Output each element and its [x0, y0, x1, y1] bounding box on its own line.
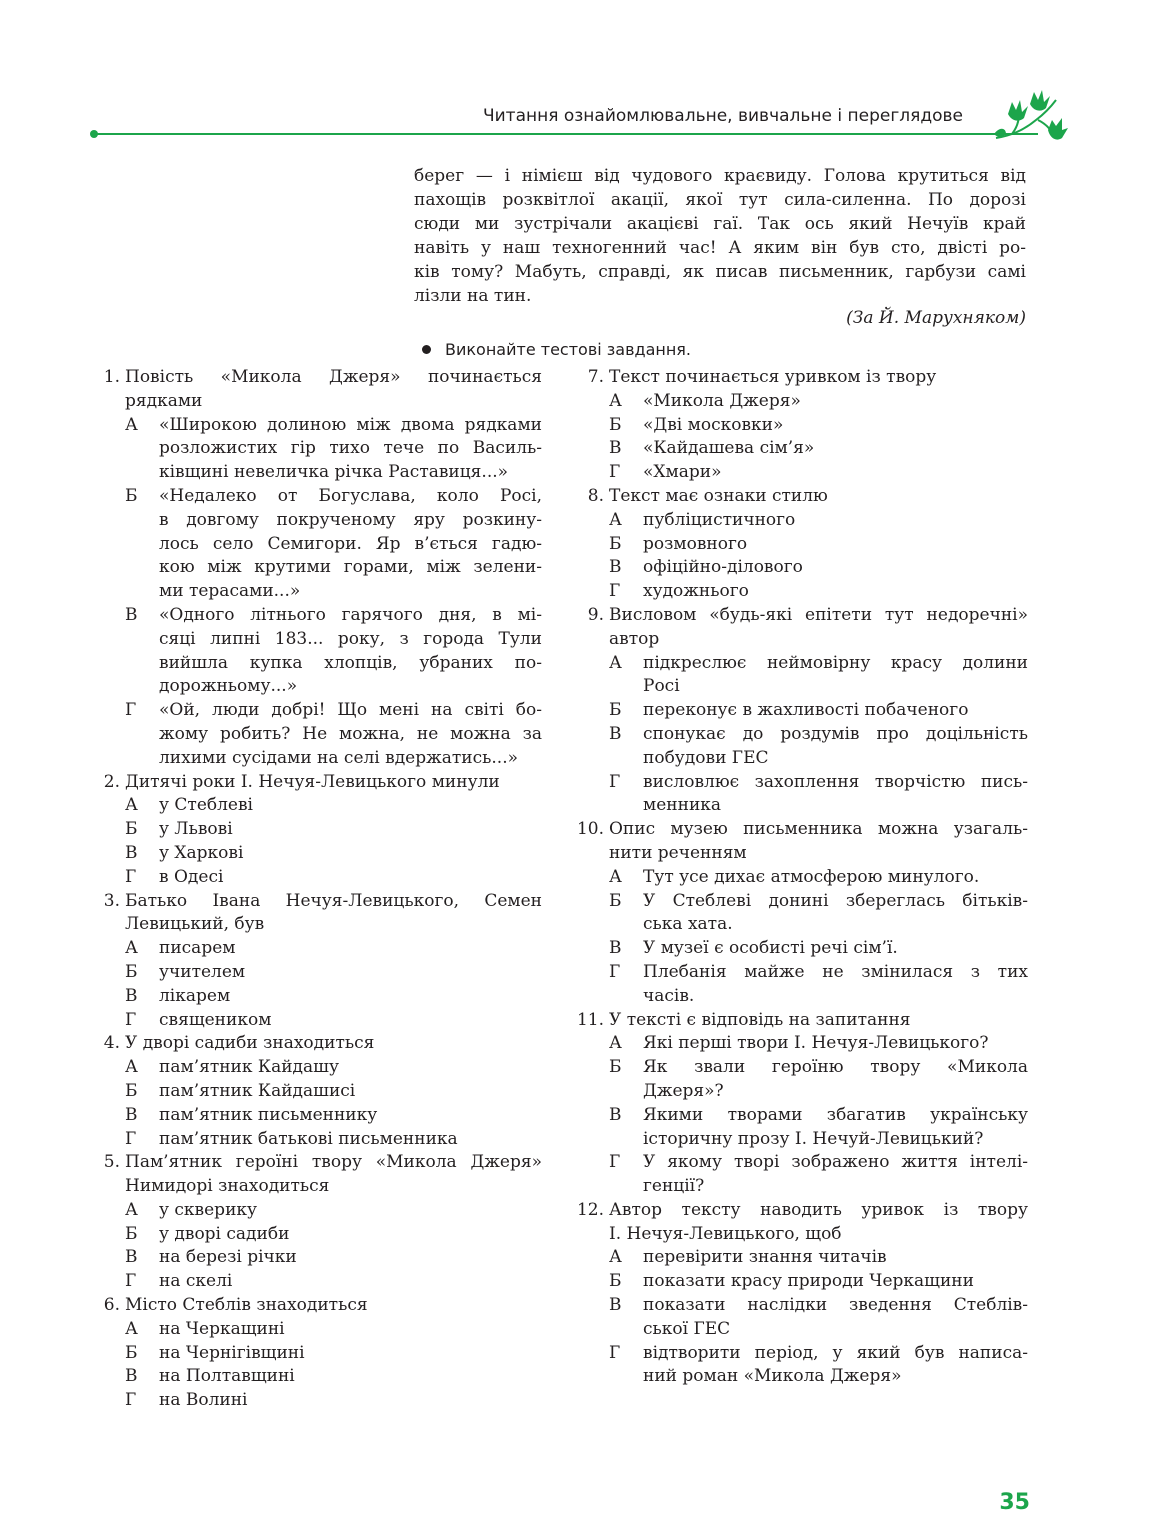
question-text — [609, 485, 1028, 509]
question-line: Автор тексту наводить уривок із твору — [609, 1199, 1028, 1220]
answer-option — [125, 1318, 542, 1342]
option-line: «Дві московки» — [643, 414, 784, 435]
instruction-text: Виконайте тестові завдання. — [445, 340, 692, 359]
intro-line: сюди ми зустрічали акацієві гаї. Так ось який Нечуїв край — [414, 214, 1026, 234]
answer-option — [125, 1342, 542, 1366]
option-text — [159, 1056, 542, 1080]
answer-option — [125, 1128, 542, 1152]
option-line: на Черкащині — [159, 1318, 285, 1339]
question — [88, 366, 542, 414]
question-text — [609, 1009, 1028, 1033]
option-line: лось село Семигори. Яр в’ється гадю- — [159, 533, 542, 554]
intro-line: пахощів розквітлої акації, якої тут сила-силенна. По дорозі — [414, 190, 1026, 210]
option-text — [643, 390, 1028, 414]
question — [572, 604, 1028, 652]
option-text — [643, 652, 1028, 700]
option-line: переконує в жахливості побаченого — [643, 700, 969, 721]
option-line: на Полтавщині — [159, 1366, 295, 1387]
question-line: Текст починається уривком із твору — [609, 367, 937, 387]
answer-option — [609, 533, 1028, 557]
answer-option — [125, 937, 542, 961]
option-letter: А — [609, 390, 622, 411]
question-line: У тексті є відповідь на запитання — [609, 1009, 911, 1030]
option-line: відтворити період, у який був написа- — [643, 1342, 1028, 1363]
option-line: У Стеблеві донині збереглась бітьків- — [643, 890, 1028, 911]
answer-option — [125, 604, 542, 699]
answer-option — [125, 842, 542, 866]
option-letter: Г — [609, 1342, 621, 1363]
question-number: 6. — [103, 1295, 120, 1316]
answer-option — [609, 890, 1028, 938]
option-line: показати красу природи Черкащини — [643, 1271, 974, 1292]
option-line: офіційно-ділового — [643, 557, 803, 578]
option-line: розложистих гір тихо тече по Василь- — [159, 438, 542, 459]
question-text — [125, 890, 542, 938]
page-number: 35 — [999, 1490, 1030, 1515]
question-text — [125, 1294, 542, 1318]
answer-option — [609, 1032, 1028, 1056]
option-text — [643, 533, 1028, 557]
option-line: «Микола Джеря» — [643, 390, 801, 411]
answer-option — [125, 1080, 542, 1104]
option-line: висловлює захоплення творчістю пись- — [643, 771, 1028, 792]
answer-option — [609, 1151, 1028, 1199]
option-letter: Г — [609, 961, 621, 982]
option-line: ми терасами...» — [159, 581, 301, 602]
option-letter: В — [609, 938, 622, 959]
answer-option — [609, 437, 1028, 461]
question — [88, 1151, 542, 1199]
option-line: ний роман «Микола Джеря» — [643, 1366, 902, 1387]
option-line: пам’ятник Кайдашисі — [159, 1080, 356, 1101]
option-text — [159, 1199, 542, 1223]
option-letter: А — [125, 1057, 138, 1078]
answer-option — [609, 866, 1028, 890]
option-line: побудови ГЕС — [643, 747, 769, 768]
question-text — [609, 818, 1028, 866]
option-letter: Г — [125, 1271, 137, 1292]
option-letter: В — [609, 1104, 622, 1125]
question-text — [125, 366, 542, 414]
option-line: показати наслідки зведення Стеблів- — [643, 1295, 1028, 1316]
option-line: «Кайдашева сім’я» — [643, 438, 815, 459]
intro-line: лізли на тин. — [414, 286, 532, 306]
option-line: Росі — [643, 676, 680, 697]
option-line: на скелі — [159, 1271, 233, 1292]
option-text — [159, 1270, 542, 1294]
option-letter: А — [609, 1033, 622, 1054]
option-letter: А — [609, 1247, 622, 1268]
option-letter: Б — [125, 819, 138, 840]
answer-option — [609, 1246, 1028, 1270]
answer-option — [125, 1270, 542, 1294]
answer-option — [125, 1009, 542, 1033]
question-number: 11. — [576, 1009, 604, 1030]
option-line: на Волині — [159, 1390, 248, 1411]
question-text — [609, 1199, 1028, 1247]
option-letter: В — [125, 842, 138, 863]
answer-option — [125, 1246, 542, 1270]
option-line: розмовного — [643, 533, 748, 554]
answer-option — [125, 699, 542, 770]
option-text — [159, 1128, 542, 1152]
option-letter: В — [125, 1247, 138, 1268]
option-line: «Хмари» — [643, 462, 722, 483]
option-text — [643, 1104, 1028, 1152]
question-number: 7. — [587, 367, 604, 387]
answer-option — [125, 985, 542, 1009]
answer-option — [125, 485, 542, 604]
option-text — [643, 1270, 1028, 1294]
question-line: Висловом «будь-які епітети тут недоречні» — [609, 604, 1028, 625]
intro-line: берег — і німієш від чудового краєвиду. Голова крутиться від — [414, 166, 1026, 186]
option-text — [643, 580, 1028, 604]
option-line: Якими творами збагатив українську — [643, 1104, 1028, 1125]
question — [88, 1294, 542, 1318]
option-line: у Харкові — [159, 842, 244, 863]
option-line: у Стеблеві — [159, 795, 253, 816]
question — [572, 485, 1028, 509]
option-line: вийшла купка хлопців, убраних по- — [159, 652, 542, 673]
header-rule — [94, 133, 1038, 135]
option-text — [159, 842, 542, 866]
option-letter: А — [609, 652, 622, 673]
option-letter: Г — [125, 700, 137, 721]
question-line: Повість «Микола Джеря» починається — [125, 367, 542, 387]
bullet-icon — [422, 345, 431, 354]
option-letter: Б — [125, 485, 138, 506]
answer-option — [125, 414, 542, 485]
option-text — [643, 461, 1028, 485]
option-line: підкреслює неймовірну красу долини — [643, 652, 1028, 673]
option-text — [159, 937, 542, 961]
questions-right-column — [572, 366, 1028, 1389]
option-text — [159, 866, 542, 890]
option-text — [643, 961, 1028, 1009]
option-letter: В — [125, 1104, 138, 1125]
option-line: менника — [643, 795, 722, 816]
option-line: кою між крутими горами, між зелени- — [159, 557, 542, 578]
option-text — [159, 1342, 542, 1366]
question-number: 12. — [576, 1199, 604, 1220]
option-line: «Одного літнього гарячого дня, в мі- — [159, 604, 542, 625]
option-text — [159, 1009, 542, 1033]
option-letter: Б — [609, 1057, 622, 1078]
question-line: Батько Івана Нечуя-Левицького, Семен — [125, 890, 542, 911]
option-text — [643, 1246, 1028, 1270]
answer-option — [609, 1056, 1028, 1104]
question-number: 4. — [103, 1033, 120, 1054]
option-line: ська хата. — [643, 914, 733, 935]
option-text — [643, 509, 1028, 533]
option-letter: А — [125, 414, 138, 435]
answer-option — [609, 1104, 1028, 1152]
question — [88, 890, 542, 938]
option-letter: Б — [609, 700, 622, 721]
answer-option — [609, 699, 1028, 723]
answer-option — [609, 556, 1028, 580]
question — [88, 771, 542, 795]
option-text — [159, 1223, 542, 1247]
option-letter: Г — [125, 1390, 137, 1411]
answer-option — [609, 1294, 1028, 1342]
option-letter: Б — [609, 533, 622, 554]
question-number: 5. — [103, 1152, 120, 1173]
option-letter: Г — [609, 462, 621, 483]
question-line: Дитячі роки І. Нечуя-Левицького минули — [125, 771, 500, 792]
answer-option — [609, 1342, 1028, 1390]
option-line: пам’ятник письменнику — [159, 1104, 378, 1125]
option-line: лихими сусідами на селі вдержатись...» — [159, 747, 519, 768]
option-text — [159, 1104, 542, 1128]
option-letter: Б — [125, 1223, 138, 1244]
option-line: священиком — [159, 1009, 272, 1030]
question — [572, 1009, 1028, 1033]
option-line: сяці липні 183... року, з города Тули — [159, 628, 542, 649]
option-letter: А — [125, 938, 138, 959]
option-line: ківщині невеличка річка Раставиця...» — [159, 462, 509, 483]
question-line: нити реченням — [609, 842, 747, 863]
option-text — [643, 556, 1028, 580]
question — [572, 818, 1028, 866]
option-letter: Б — [609, 414, 622, 435]
option-line: У якому творі зображено життя інтелі- — [643, 1152, 1028, 1173]
flower-sprig-icon — [990, 90, 1068, 148]
option-letter: В — [609, 1295, 622, 1316]
question-number: 9. — [587, 604, 604, 625]
question — [572, 366, 1028, 390]
question-line: Нимидорі знаходиться — [125, 1176, 330, 1197]
option-text — [159, 985, 542, 1009]
option-text — [643, 866, 1028, 890]
question-text — [609, 604, 1028, 652]
option-text — [643, 1294, 1028, 1342]
option-line: Тут усе дихає атмосферою минулого. — [643, 866, 980, 887]
option-letter: А — [609, 509, 622, 530]
option-line: Джеря»? — [643, 1080, 724, 1101]
question-line: Опис музею письменника можна узагаль- — [609, 819, 1028, 840]
question-line: автор — [609, 628, 660, 649]
question-number: 10. — [576, 819, 604, 840]
option-letter: Г — [125, 866, 137, 887]
question-line: Пам’ятник героїні твору «Микола Джеря» — [125, 1152, 542, 1173]
option-letter: А — [125, 1318, 138, 1339]
option-text — [159, 1365, 542, 1389]
answer-option — [125, 1223, 542, 1247]
option-text — [643, 890, 1028, 938]
answer-option — [125, 866, 542, 890]
answer-option — [609, 509, 1028, 533]
option-line: в Одесі — [159, 866, 224, 887]
attribution: (За Й. Марухняком) — [846, 308, 1026, 328]
question-text — [125, 771, 542, 795]
option-letter: Г — [125, 1128, 137, 1149]
option-letter: В — [609, 557, 622, 578]
option-line: часів. — [643, 985, 695, 1006]
answer-option — [609, 390, 1028, 414]
option-letter: А — [609, 866, 622, 887]
option-text — [159, 485, 542, 604]
option-line: лікарем — [159, 985, 231, 1006]
option-text — [643, 437, 1028, 461]
option-text — [643, 937, 1028, 961]
option-letter: В — [609, 723, 622, 744]
question-line: І. Нечуя-Левицького, щоб — [609, 1223, 842, 1244]
header-title: Читання ознайомлювальне, вивчальне і переглядове — [482, 106, 963, 126]
option-text — [159, 1246, 542, 1270]
option-line: пам’ятник Кайдашу — [159, 1057, 339, 1078]
questions-left-column — [88, 366, 542, 1413]
answer-option — [125, 1199, 542, 1223]
answer-option — [125, 1389, 542, 1413]
option-line: дорожньому...» — [159, 676, 298, 697]
option-text — [159, 604, 542, 699]
option-letter: Г — [609, 1152, 621, 1173]
option-text — [643, 1151, 1028, 1199]
question-number: 8. — [587, 485, 604, 506]
option-line: писарем — [159, 938, 236, 959]
option-line: у Львові — [159, 819, 233, 840]
intro-line: навіть у наш техногенний час! А яким він був сто, двісті ро- — [414, 238, 1026, 258]
answer-option — [609, 652, 1028, 700]
option-line: у скверику — [159, 1199, 258, 1220]
question-number: 3. — [103, 890, 120, 911]
question-line: Місто Стеблів знаходиться — [125, 1295, 368, 1316]
option-line: У музеї є особисті речі сім’ї. — [643, 938, 898, 959]
option-letter: В — [125, 1366, 138, 1387]
option-line: історичну прозу І. Нечуй-Левицький? — [643, 1128, 984, 1149]
answer-option — [609, 771, 1028, 819]
intro-paragraph — [414, 164, 1026, 308]
answer-option — [609, 461, 1028, 485]
instruction — [422, 340, 691, 359]
option-line: у дворі садиби — [159, 1223, 290, 1244]
option-letter: В — [125, 985, 138, 1006]
option-line: Як звали героїню твору «Микола — [643, 1057, 1028, 1078]
option-letter: А — [125, 795, 138, 816]
question-text — [125, 1151, 542, 1199]
option-text — [643, 1056, 1028, 1104]
option-letter: В — [609, 438, 622, 459]
option-text — [643, 1032, 1028, 1056]
option-letter: Г — [609, 581, 621, 602]
answer-option — [609, 1270, 1028, 1294]
answer-option — [609, 414, 1028, 438]
option-letter: Г — [125, 1009, 137, 1030]
option-text — [643, 414, 1028, 438]
option-text — [159, 414, 542, 485]
option-letter: Г — [609, 771, 621, 792]
option-line: жому робить? Не можна, не можна за — [159, 723, 542, 744]
option-letter: Б — [125, 1342, 138, 1363]
option-line: на березі річки — [159, 1247, 297, 1268]
option-line: генції? — [643, 1176, 705, 1197]
answer-option — [609, 937, 1028, 961]
option-text — [159, 699, 542, 770]
question-line: Левицький, був — [125, 914, 265, 935]
answer-option — [125, 818, 542, 842]
option-line: на Чернігівщині — [159, 1342, 305, 1363]
option-letter: В — [125, 604, 138, 625]
answer-option — [125, 961, 542, 985]
option-letter: Б — [125, 961, 138, 982]
option-text — [159, 1318, 542, 1342]
answer-option — [609, 961, 1028, 1009]
answer-option — [125, 794, 542, 818]
question-text — [609, 366, 1028, 390]
question-line: Текст має ознаки стилю — [609, 485, 828, 506]
answer-option — [125, 1104, 542, 1128]
option-line: Плебанія майже не змінилася з тих — [643, 961, 1028, 982]
option-line: пам’ятник батькові письменника — [159, 1128, 458, 1149]
option-letter: Б — [125, 1080, 138, 1101]
option-letter: Б — [609, 890, 622, 911]
question-number: 2. — [103, 771, 120, 792]
answer-option — [125, 1365, 542, 1389]
option-line: спонукає до роздумів про доцільність — [643, 723, 1028, 744]
option-line: художнього — [643, 581, 749, 602]
option-text — [643, 771, 1028, 819]
option-line: в довгому покрученому яру розкину- — [159, 509, 542, 530]
question — [88, 1032, 542, 1056]
option-line: публіцистичного — [643, 509, 796, 530]
option-line: перевірити знання читачів — [643, 1247, 887, 1268]
question — [572, 1199, 1028, 1247]
option-line: «Ой, люди добрі! Що мені на світі бо- — [159, 700, 542, 721]
option-text — [159, 1080, 542, 1104]
question-number: 1. — [103, 367, 120, 387]
option-text — [159, 794, 542, 818]
option-text — [159, 818, 542, 842]
question-line: У дворі садиби знаходиться — [125, 1033, 375, 1054]
intro-line: ків тому? Мабуть, справді, як писав письменник, гарбузи самі — [414, 262, 1026, 282]
option-letter: Б — [609, 1271, 622, 1292]
answer-option — [609, 580, 1028, 604]
answer-option — [125, 1056, 542, 1080]
option-letter: А — [125, 1199, 138, 1220]
option-line: «Широкою долиною між двома рядками — [159, 414, 542, 435]
question-line: рядками — [125, 390, 203, 411]
answer-option — [609, 723, 1028, 771]
option-line: Які перші твори І. Нечуя-Левицького? — [643, 1033, 989, 1054]
option-line: «Недалеко от Богуслава, коло Росі, — [159, 485, 542, 506]
option-text — [159, 1389, 542, 1413]
option-line: ської ГЕС — [643, 1318, 731, 1339]
option-text — [159, 961, 542, 985]
option-text — [643, 699, 1028, 723]
option-text — [643, 723, 1028, 771]
option-line: учителем — [159, 961, 246, 982]
question-text — [125, 1032, 542, 1056]
option-text — [643, 1342, 1028, 1390]
